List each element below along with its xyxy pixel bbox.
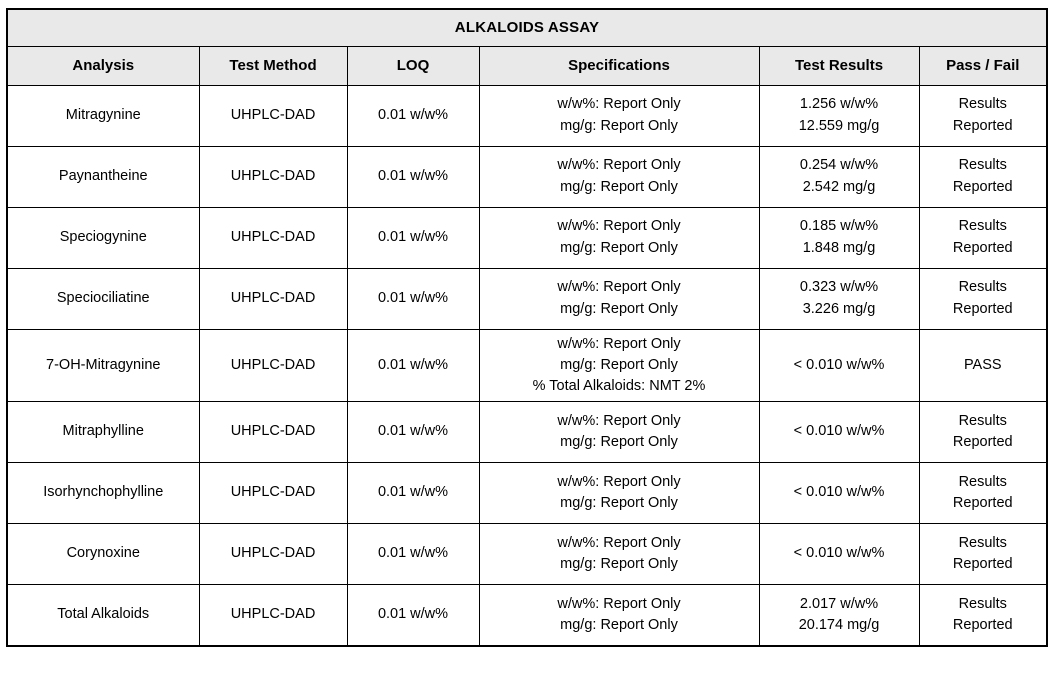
cell-test-results <box>759 462 919 523</box>
table-body <box>7 9 1047 646</box>
table-row <box>7 207 1047 268</box>
cell-test-results <box>759 268 919 329</box>
table-header-row <box>7 46 1047 85</box>
table-row <box>7 268 1047 329</box>
cell-analysis: Mitraphylline <box>7 401 199 462</box>
cell-specifications-line: mg/g: Report Only <box>560 117 678 134</box>
cell-loq: 0.01 w/w% <box>347 268 479 329</box>
cell-test-method: UHPLC-DAD <box>199 268 347 329</box>
cell-pass-fail <box>919 207 1047 268</box>
table-row <box>7 146 1047 207</box>
cell-test-results <box>759 146 919 207</box>
cell-pass-fail-line: Results <box>958 96 1007 113</box>
cell-pass-fail-line: Results <box>958 218 1007 235</box>
cell-test-results-line: 1.848 mg/g <box>802 239 876 256</box>
cell-analysis: Paynantheine <box>7 146 199 207</box>
cell-pass-fail <box>919 146 1047 207</box>
cell-specifications <box>479 523 759 584</box>
cell-pass-fail <box>919 401 1047 462</box>
cell-pass-fail <box>919 329 1047 401</box>
cell-pass-fail <box>919 268 1047 329</box>
cell-specifications <box>479 462 759 523</box>
cell-pass-fail-line: Results <box>958 279 1007 296</box>
cell-specifications <box>479 207 759 268</box>
cell-pass-fail-line: Reported <box>952 433 1013 450</box>
cell-specifications-line: w/w%: Report Only <box>557 96 681 113</box>
cell-test-results <box>759 85 919 146</box>
cell-specifications-line: w/w%: Report Only <box>557 157 681 174</box>
cell-pass-fail-line: Reported <box>952 494 1013 511</box>
cell-pass-fail-line: Reported <box>952 555 1013 572</box>
alkaloids-assay-table <box>6 8 1048 647</box>
cell-specifications <box>479 584 759 646</box>
table-row <box>7 401 1047 462</box>
cell-test-method: UHPLC-DAD <box>199 462 347 523</box>
cell-specifications-line: % Total Alkaloids: NMT 2% <box>532 377 706 394</box>
table-row <box>7 85 1047 146</box>
cell-specifications-line: mg/g: Report Only <box>560 616 678 633</box>
cell-test-results <box>759 584 919 646</box>
cell-pass-fail <box>919 85 1047 146</box>
cell-specifications-line: w/w%: Report Only <box>557 218 681 235</box>
cell-pass-fail-line: Reported <box>952 178 1013 195</box>
cell-test-results-line: 0.323 w/w% <box>799 279 879 296</box>
cell-specifications <box>479 85 759 146</box>
cell-pass-fail-line: Reported <box>952 239 1013 256</box>
cell-pass-fail-line: Reported <box>952 616 1013 633</box>
cell-specifications-line: w/w%: Report Only <box>557 412 681 429</box>
cell-loq: 0.01 w/w% <box>347 462 479 523</box>
cell-loq: 0.01 w/w% <box>347 401 479 462</box>
cell-specifications-line: mg/g: Report Only <box>560 555 678 572</box>
cell-test-results-line: < 0.010 w/w% <box>793 545 885 562</box>
cell-specifications <box>479 401 759 462</box>
table-row <box>7 329 1047 401</box>
cell-analysis: Corynoxine <box>7 523 199 584</box>
column-header-test-method: Test Method <box>199 46 347 85</box>
cell-analysis: Speciociliatine <box>7 268 199 329</box>
table-row <box>7 584 1047 646</box>
cell-specifications-line: mg/g: Report Only <box>560 494 678 511</box>
cell-specifications <box>479 329 759 401</box>
cell-pass-fail-line: Results <box>958 412 1007 429</box>
cell-test-results-line: 0.185 w/w% <box>799 218 879 235</box>
cell-specifications-line: mg/g: Report Only <box>560 300 678 317</box>
cell-analysis: Mitragynine <box>7 85 199 146</box>
cell-test-results-line: < 0.010 w/w% <box>793 484 885 501</box>
cell-test-results <box>759 523 919 584</box>
cell-specifications <box>479 268 759 329</box>
column-header-analysis: Analysis <box>7 46 199 85</box>
cell-test-results-line: 1.256 w/w% <box>799 96 879 113</box>
cell-test-method: UHPLC-DAD <box>199 584 347 646</box>
cell-test-method: UHPLC-DAD <box>199 523 347 584</box>
cell-pass-fail-line: PASS <box>963 356 1002 373</box>
cell-loq: 0.01 w/w% <box>347 584 479 646</box>
cell-specifications-line: w/w%: Report Only <box>557 595 681 612</box>
cell-test-results-line: < 0.010 w/w% <box>793 356 885 373</box>
cell-pass-fail-line: Results <box>958 534 1007 551</box>
cell-pass-fail <box>919 584 1047 646</box>
cell-test-method: UHPLC-DAD <box>199 146 347 207</box>
cell-specifications-line: mg/g: Report Only <box>560 433 678 450</box>
cell-pass-fail-line: Reported <box>952 300 1013 317</box>
cell-test-results-line: 2.017 w/w% <box>799 595 879 612</box>
cell-test-results-line: 3.226 mg/g <box>802 300 876 317</box>
cell-loq: 0.01 w/w% <box>347 329 479 401</box>
cell-loq: 0.01 w/w% <box>347 146 479 207</box>
cell-analysis: 7-OH-Mitragynine <box>7 329 199 401</box>
table-row <box>7 523 1047 584</box>
cell-pass-fail-line: Reported <box>952 117 1013 134</box>
cell-specifications-line: mg/g: Report Only <box>560 239 678 256</box>
cell-test-results <box>759 207 919 268</box>
cell-pass-fail-line: Results <box>958 595 1007 612</box>
column-header-pass-fail: Pass / Fail <box>919 46 1047 85</box>
cell-loq: 0.01 w/w% <box>347 85 479 146</box>
column-header-test-results: Test Results <box>759 46 919 85</box>
column-header-loq: LOQ <box>347 46 479 85</box>
cell-test-results <box>759 329 919 401</box>
cell-test-method: UHPLC-DAD <box>199 85 347 146</box>
cell-specifications-line: w/w%: Report Only <box>557 473 681 490</box>
cell-test-results-line: < 0.010 w/w% <box>793 423 885 440</box>
cell-pass-fail <box>919 523 1047 584</box>
cell-pass-fail-line: Results <box>958 157 1007 174</box>
cell-analysis: Speciogynine <box>7 207 199 268</box>
cell-specifications <box>479 146 759 207</box>
cell-loq: 0.01 w/w% <box>347 523 479 584</box>
cell-test-results-line: 20.174 mg/g <box>798 616 880 633</box>
cell-analysis: Isorhynchophylline <box>7 462 199 523</box>
cell-test-method: UHPLC-DAD <box>199 329 347 401</box>
table-title: ALKALOIDS ASSAY <box>7 9 1047 46</box>
column-header-specifications: Specifications <box>479 46 759 85</box>
cell-specifications-line: w/w%: Report Only <box>557 279 681 296</box>
cell-analysis: Total Alkaloids <box>7 584 199 646</box>
cell-specifications-line: mg/g: Report Only <box>560 356 678 373</box>
table-row <box>7 462 1047 523</box>
cell-test-method: UHPLC-DAD <box>199 207 347 268</box>
cell-specifications-line: w/w%: Report Only <box>557 335 681 352</box>
cell-specifications-line: mg/g: Report Only <box>560 178 678 195</box>
cell-pass-fail <box>919 462 1047 523</box>
table-title-row <box>7 9 1047 46</box>
cell-loq: 0.01 w/w% <box>347 207 479 268</box>
cell-pass-fail-line: Results <box>958 473 1007 490</box>
cell-test-method: UHPLC-DAD <box>199 401 347 462</box>
cell-specifications-line: w/w%: Report Only <box>557 534 681 551</box>
cell-test-results-line: 12.559 mg/g <box>798 117 880 134</box>
cell-test-results-line: 0.254 w/w% <box>799 157 879 174</box>
cell-test-results-line: 2.542 mg/g <box>802 178 876 195</box>
cell-test-results <box>759 401 919 462</box>
